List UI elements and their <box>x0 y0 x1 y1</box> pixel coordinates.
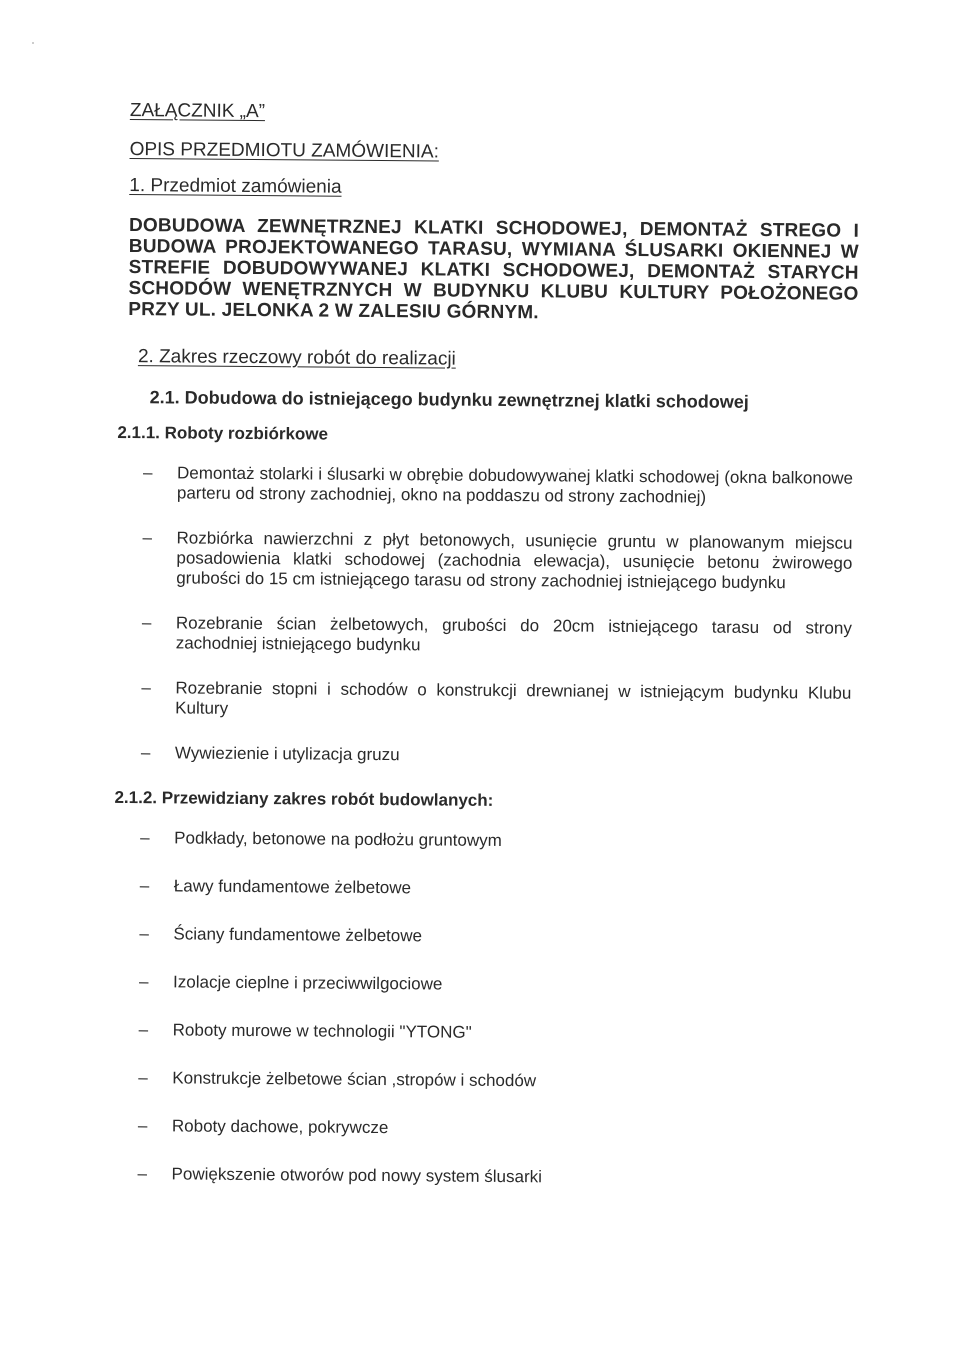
subsection-2-1-2-heading: 2.1.2. Przewidziany zakres robót budowlanych: <box>114 787 494 810</box>
document-body <box>114 100 866 1218</box>
list-item-text: Demontaż stolarki i ślusarki w obrębie dobudowywanej klatki schodowej (okna balkonowe parteru od strony zachodniej, okno na poddaszu od strony zachodniej) <box>176 463 854 507</box>
list-item <box>120 876 860 902</box>
list-item <box>117 1164 857 1190</box>
list-dash: – <box>141 678 151 698</box>
list-item <box>122 528 862 594</box>
list-dash: – <box>140 828 150 848</box>
list-item-text: Powiększenie otworów pod nowy system ślusarki <box>171 1164 543 1187</box>
attachment-heading: ZAŁĄCZNIK „A” <box>129 100 266 123</box>
list-item-text: Roboty dachowe, pokrywcze <box>171 1116 389 1138</box>
subsection-2-1-1-heading: 2.1.1. Roboty rozbiórkowe <box>117 422 329 444</box>
list-dash: – <box>140 743 151 763</box>
list-dash: – <box>137 1164 148 1184</box>
list-dash: – <box>139 972 149 992</box>
list-item <box>121 678 861 724</box>
list-dash: – <box>142 528 153 548</box>
section-2-heading: 2. Zakres rzeczowy robót do realizacji <box>137 346 456 370</box>
list-item <box>118 1116 858 1142</box>
opis-heading: OPIS PRZEDMIOTU ZAMÓWIENIA: <box>129 139 439 163</box>
list-dash: – <box>139 876 150 896</box>
list-item <box>119 924 859 950</box>
list-item-text: Rozebranie stopni i schodów o konstrukcji drewnianej w istniejącym budynku Klubu Kultury <box>175 678 852 718</box>
list-item <box>122 613 862 659</box>
section-1-heading: 1. Przedmiot zamówienia <box>129 175 342 198</box>
list-item-text: Ściany fundamentowe żelbetowe <box>173 924 423 946</box>
list-dash: – <box>139 924 149 944</box>
list-item-text: Wywiezienie i utylizacja gruzu <box>174 743 400 765</box>
list-item-text: Roboty murowe w technologii "YTONG" <box>172 1020 472 1042</box>
subsection-2-1-heading: 2.1. Dobudowa do istniejącego budynku zewnętrznej klatki schodowej <box>149 387 749 412</box>
list-item-text: Rozebranie ścian żelbetowych, grubości do 20cm istniejącego tarasu od strony zachodniej istniejącego budynku <box>175 613 852 655</box>
list-item <box>121 743 861 769</box>
demolition-list <box>121 463 863 769</box>
list-item-text: Rozbiórka nawierzchni z płyt betonowych, usunięcie gruntu w planowanym miejscu posadowienia klatki schodowej (zachodnia elewacja), usunięcie betonu żwirowego grubości do 15 cm istniejącego tarasu od strony zachodniej istniejącego budynku <box>176 528 853 593</box>
list-item <box>123 463 863 509</box>
list-dash: – <box>141 613 152 633</box>
list-dash: – <box>137 1116 148 1136</box>
list-item-text: Izolacje cieplne i przeciwwilgociowe <box>173 972 443 994</box>
scan-speck <box>32 42 34 44</box>
list-item-text: Podkłady, betonowe na podłożu gruntowym <box>174 828 502 850</box>
list-item <box>118 1068 858 1094</box>
list-item <box>119 1020 859 1046</box>
list-dash: – <box>142 463 153 483</box>
construction-works-list <box>117 828 860 1190</box>
list-item-text: Konstrukcje żelbetowe ścian ,stropów i schodów <box>172 1068 537 1091</box>
list-item <box>119 972 859 998</box>
list-item <box>120 828 860 854</box>
list-item-text: Ławy fundamentowe żelbetowe <box>173 876 412 898</box>
subject-paragraph: DOBUDOWA ZEWNĘTRZNEJ KLATKI SCHODOWEJ, DEMONTAŻ STREGO I BUDOWA PROJEKTOWANEGO TARASU, WYMIANA ŚLUSARKI OKIENNEJ W STREFIE DOBUDOWYWANEJ KLATKI SCHODOWEJ, DEMONTAŻ STARYCH SCHODÓW WENĘTRZNYCH W BUDYNKU KLUBU KULTURY POŁOŻONEGO PRZY UL. JELONKA 2 W ZALESIU GÓRNYM. <box>128 215 860 324</box>
list-dash: – <box>138 1068 148 1088</box>
list-dash: – <box>138 1020 149 1040</box>
